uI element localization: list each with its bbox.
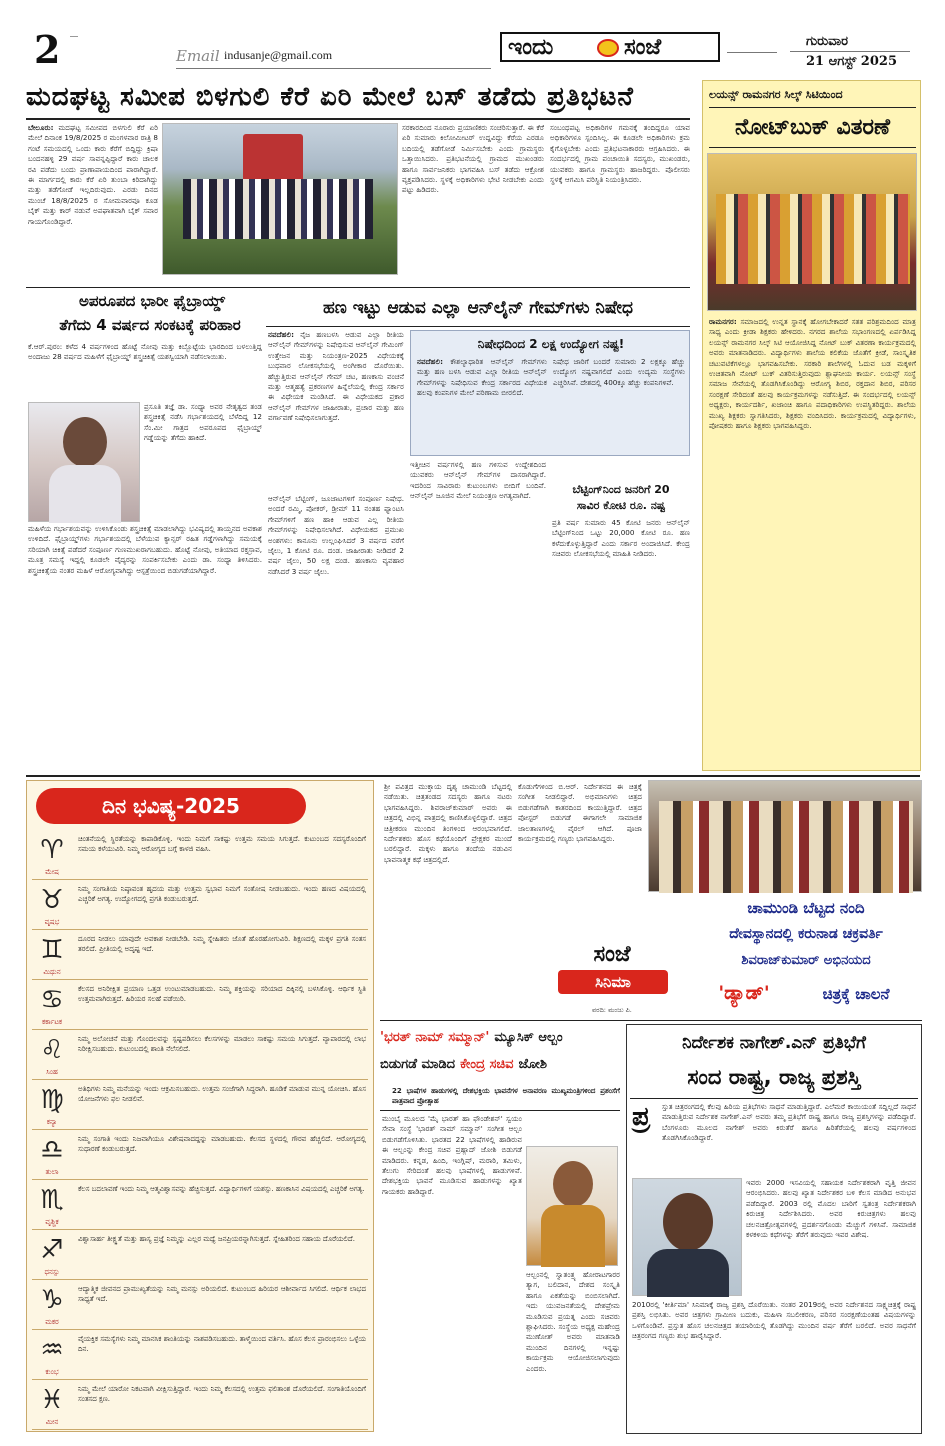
horoscope-row [32, 830, 368, 880]
zodiac-name: ಸಿಂಹ [46, 1068, 58, 1076]
gaming-sub-col1: ನವದೆಹಲಿ: ಕೌಶಲ್ಯಾಧಾರಿತ ಆನ್‌ಲೈನ್ ಗೇಮ್‌ಗಳು ಮತ್ತು ಹಣ ಬಳಸಿ ಆಡುವ ಎಲ್ಲಾ ರೀತಿಯ ಆನ್‌ಲೈನ್ ಗೇಮ್‌ಗಳನ್ನು ನಿಷೇಧಿಸುವ ಕೇಂದ್ರ ಸರ್ಕಾರದ ವಿಧೇಯಕ ಹಲವು ಕಂಪನಿಗಳ ಮೇಲೆ ಪರಿಣಾಮ ಬೀರಲಿದೆ. [417, 357, 547, 398]
gaming-col1: ನವದೆಹಲಿ: ನೈಜ ಹಣಬಳಸಿ ಆಡುವ ಎಲ್ಲಾ ರೀತಿಯ ಆನ್‌ಲೈನ್ ಗೇಮ್‌ಗಳನ್ನು ನಿಷೇಧಿಸುವ ಆನ್‌ಲೈನ್ ಗೇಮಿಂಗ್ ಉತ್ತೇಜನ ಮತ್ತು ನಿಯಂತ್ರಣ-2025 ವಿಧೇಯಕಕ್ಕೆ ಬುಧವಾರ ಲೋಕಸಭೆಯಲ್ಲಿ ಅಂಗೀಕಾರ ದೊರೆಯಿತು. ಹೆಚ್ಚುತ್ತಿರುವ ಆನ್‌ಲೈನ್ ಗೇಮ್ ಚಟ, ಹಣಕಾಸು ವಂಚನೆ ಮತ್ತು ಆತ್ಮಹತ್ಯೆ ಪ್ರಕರಣಗಳ ಹಿನ್ನೆಲೆಯಲ್ಲಿ ಕೇಂದ್ರ ಸರ್ಕಾರ ಈ ವಿಧೇಯಕ ಮಂಡಿಸಿದೆ. ಈ ವಿಧೇಯಕದ ಪ್ರಕಾರ ಆನ್‌ಲೈನ್ ಗೇಮ್‌ಗಳ ಜಾಹೀರಾತು, ಪ್ರಚಾರ ಮತ್ತು ಹಣ ವರ್ಗಾವಣೆ ನಿಷೇಧಿಸಲಾಗುತ್ತದೆ. [268, 330, 404, 423]
zodiac-sign [32, 983, 72, 1033]
fibroid-body-side: ಪ್ರಸೂತಿ ತಜ್ಞೆ ಡಾ. ಸಂಧ್ಯಾ ಅವರ ನೇತೃತ್ವದ ತಂಡ ಶಸ್ತ್ರಚಿಕಿತ್ಸೆ ನಡೆಸಿ ಗರ್ಭಾಶಯದಲ್ಲಿ ಬೆಳೆದಿದ್ದ 12 ಸೆಂ.ಮೀ ಗಾತ್ರದ ಅಪರೂಪದ ಫೈಬ್ರಾಯ್ಡ್ ಗಡ್ಡೆಯನ್ನು ತೆಗೆದು ಹಾಕಿದೆ. [144, 402, 262, 443]
zodiac-icon: ♌ [40, 1035, 64, 1065]
zodiac-icon: ♐ [40, 1235, 64, 1265]
betting-title-1: ಬೆಟ್ಟಿಂಗ್‌ನಿಂದ ಜನರಿಗೆ 20 [572, 483, 670, 496]
horoscope-row [32, 1080, 368, 1130]
notebook-body: ರಾಮನಗರ: ಸಮಾಜದಲ್ಲಿ ಉನ್ನತ ಸ್ಥಾನಕ್ಕೆ ಹೋಗಬೇಕಾದರೆ ಸತತ ಪರಿಶ್ರಮದಿಂದ ಮಾತ್ರ ಸಾಧ್ಯ ಎಂದು ಕ್ರೀಡಾ ಶಿಕ್ಷಕರು ಹೇಳಿದರು. ನಗರದ ಶಾಲೆಯ ಸಭಾಂಗಣದಲ್ಲಿ ಏರ್ಪಡಿಸಿದ್ದ ಲಯನ್ಸ್ ರಾಮನಗರ ಸಿಲ್ಕ್ ಸಿಟಿ ಆಯೋಜಿಸಿದ್ದ ನೋಟ್ ಬುಕ್ ವಿತರಣಾ ಕಾರ್ಯಕ್ರಮದಲ್ಲಿ ಅವರು ಮಾತನಾಡಿದರು. ವಿದ್ಯಾರ್ಥಿಗಳು ಶಾಲೆಯ ಕಲಿಕೆಯ ಜೊತೆಗೆ ಕ್ರೀಡೆ, ಸಾಂಸ್ಕೃತಿಕ ಚಟುವಟಿಕೆಗಳಲ್ಲೂ ಭಾಗವಹಿಸಬೇಕು. ಸರಕಾರಿ ಶಾಲೆಗಳಲ್ಲಿ ಓದುವ ಬಡ ಮಕ್ಕಳಿಗೆ ಉಚಿತವಾಗಿ ನೋಟ್ ಬುಕ್ ವಿತರಿಸುತ್ತಿರುವುದು ಶ್ಲಾಘನೀಯ ಕಾರ್ಯ. ಲಯನ್ಸ್ ಸಂಸ್ಥೆ ಸಮಾಜ ಸೇವೆಯಲ್ಲಿ ತೊಡಗಿಸಿಕೊಂಡಿದ್ದು ಆರೋಗ್ಯ ಶಿಬಿರ, ರಕ್ತದಾನ ಶಿಬಿರ, ಪರಿಸರ ಸಂರಕ್ಷಣೆ ಸೇರಿದಂತೆ ಹಲವು ಕಾರ್ಯಕ್ರಮಗಳನ್ನು ನಡೆಸುತ್ತಿದೆ. ಈ ಸಂದರ್ಭದಲ್ಲಿ ಲಯನ್ಸ್ ಅಧ್ಯಕ್ಷರು, ಕಾರ್ಯದರ್ಶಿ, ಖಜಾಂಚಿ ಹಾಗೂ ಪದಾಧಿಕಾರಿಗಳು ಉಪಸ್ಥಿತರಿದ್ದರು. ಶಾಲೆಯ ಮುಖ್ಯ ಶಿಕ್ಷಕರು ಸ್ವಾಗತಿಸಿದರು, ಶಿಕ್ಷಕರು ವಂದಿಸಿದರು. ಕಾರ್ಯಕ್ರಮದಲ್ಲಿ ವಿದ್ಯಾರ್ಥಿಗಳು, ಪೋಷಕರು ಹಾಗೂ ಶಿಕ್ಷಕರು ಭಾಗವಹಿಸಿದ್ದರು. [709, 317, 916, 431]
fibroid-doctor-photo [28, 402, 140, 522]
gaming-col4: ಪ್ರತಿ ವರ್ಷ ಸುಮಾರು 45 ಕೋಟಿ ಜನರು ಆನ್‌ಲೈನ್ ಬೆಟ್ಟಿಂಗ್‌ನಿಂದ ಒಟ್ಟು 20,000 ಕೋಟಿ ರೂ. ಹಣ ಕಳೆದುಕೊಳ್ಳುತ್ತಿದ್ದಾರೆ ಎಂದು ಸರ್ಕಾರ ಅಂದಾಜಿಸಿದೆ. ಕೇಂದ್ರ ಸಚಿವರು ಲೋಕಸಭೆಯಲ್ಲಿ ಮಾಹಿತಿ ನೀಡಿದರು. [552, 518, 690, 559]
masthead [0, 0, 945, 82]
zodiac-name: ಧನಸ್ಸು [44, 1268, 60, 1276]
zodiac-icon: ♍ [40, 1085, 64, 1115]
director-headline-1: ನಿರ್ದೇಶಕ ನಾಗೇಶ್.ಎನ್ ಪ್ರತಿಭೆಗೆ [682, 1033, 866, 1053]
zodiac-name: ಕುಂಭ [45, 1368, 59, 1376]
horoscope-row [32, 1230, 368, 1280]
zodiac-name: ತುಲಾ [45, 1168, 59, 1176]
cinema-headline-rest: ಚಿತ್ರಕ್ಕೆ ಚಾಲನೆ [822, 985, 890, 1003]
betting-title-2: ಸಾವಿರ ಕೋಟಿ ರೂ. ನಷ್ಟ [576, 499, 666, 512]
director-body-top: ಸ್ತುತ ಚಿತ್ರರಂಗದಲ್ಲಿ ಕೆಲವು ಹಿರಿಯ ಪ್ರತಿಭೆಗಳು ಸಾಧನೆ ಮಾಡುತ್ತಿದ್ದಾರೆ. ಎಲೆಮರೆ ಕಾಯಿಯಂತೆ ಸದ್ದಿಲ್ಲದೆ ಸಾಧನೆ ಮಾಡುತ್ತಿರುವ ನಿರ್ದೇಶಕ ನಾಗೇಶ್.ಎನ್ ಅವರು ತಮ್ಮ ಪ್ರತಿಭೆಗೆ ರಾಷ್ಟ್ರ ಹಾಗೂ ರಾಜ್ಯ ಪ್ರಶಸ್ತಿಗಳನ್ನು ಪಡೆದಿದ್ದಾರೆ. ಬೆಂಗಳೂರು ಮೂಲದ ನಾಗೇಶ್ ಅವರು ಕಿರುತೆರೆ ಹಾಗೂ ಹಿರಿತೆರೆಯಲ್ಲಿ ಹಲವು ವರ್ಷಗಳಿಂದ ತೊಡಗಿಸಿಕೊಂಡಿದ್ದಾರೆ. [662, 1102, 916, 1143]
zodiac-name: ಮೇಷ [45, 868, 59, 876]
brand-cinema: ಸಿನಿಮಾ [558, 970, 668, 994]
fibroid-headline-1: ಅಪರೂಪದ ಭಾರೀ ಫೈಬ್ರಾಯ್ಡ್ [78, 292, 226, 310]
zodiac-prediction: ಆದ್ಯಾತ್ಮಿಕ ಜೀವನದ ಪ್ರಾಮುಖ್ಯತೆಯನ್ನು ನಿಮ್ಮ ಮನಸ್ಸು ಅರಿಯಲಿದೆ. ಕುಟುಂಬದ ಹಿರಿಯರ ಆಶೀರ್ವಾದ ಸಿಗಲಿದೆ. ಆರ್ಥಿಕ ಲಾಭದ ಸಾಧ್ಯತೆ ಇದೆ. [78, 1285, 366, 1303]
director-body-side: ಇವರು 2000 ಇಸವಿಯಲ್ಲಿ ಸಹಾಯಕ ನಿರ್ದೇಶಕರಾಗಿ ವೃತ್ತಿ ಜೀವನ ಆರಂಭಿಸಿದರು. ಹಲವು ಖ್ಯಾತ ನಿರ್ದೇಶಕರ ಬಳಿ ಕೆಲಸ ಮಾಡಿದ ಅನುಭವ ಪಡೆದಿದ್ದಾರೆ. 2003 ರಲ್ಲಿ ಮೊದಲ ಬಾರಿಗೆ ಸ್ವತಂತ್ರ ನಿರ್ದೇಶಕರಾಗಿ ಕಿರುಚಿತ್ರ ನಿರ್ದೇಶಿಸಿದರು. ಅವರ ಕಿರುಚಿತ್ರಗಳು ಹಲವು ಚಲನಚಿತ್ರೋತ್ಸವಗಳಲ್ಲಿ ಪ್ರದರ್ಶನಗೊಂಡು ಮೆಚ್ಚುಗೆ ಗಳಿಸಿವೆ. ಸಾಮಾಜಿಕ ಕಳಕಳಿಯ ಕಥೆಗಳನ್ನು ತೆರೆಗೆ ತರುವುದು ಇವರ ವಿಶೇಷ. [746, 1178, 916, 1240]
album-headline-line1 [380, 1024, 620, 1052]
email-label: Email [176, 47, 220, 65]
fibroid-body-top: ಕೆ.ಆರ್.ಪುರಂ: ಕಳೆದ 4 ವರ್ಷಗಳಿಂದ ಹೊಟ್ಟೆ ನೋವು ಮತ್ತು ಕಿಬ್ಬೊಟ್ಟೆಯ ಭಾರದಿಂದ ಬಳಲುತ್ತಿದ್ದ ಅಂದಾಜು 28 ವರ್ಷದ ಮಹಿಳೆಗೆ ಫೈಬ್ರಾಯ್ಡ್ ಶಸ್ತ್ರಚಿಕಿತ್ಸೆ ಯಶಸ್ವಿಯಾಗಿ ನಡೆಸಲಾಯಿತು. [28, 342, 262, 362]
zodiac-sign [32, 883, 72, 933]
fibroid-body-bottom: ಮಹಿಳೆಯ ಗರ್ಭಾಶಯವನ್ನು ಉಳಿಸಿಕೊಂಡು ಶಸ್ತ್ರಚಿಕಿತ್ಸೆ ಮಾಡಲಾಗಿದ್ದು ಭವಿಷ್ಯದಲ್ಲಿ ತಾಯ್ತನದ ಅವಕಾಶ ಉಳಿದಿದೆ. ಫೈಬ್ರಾಯ್ಡ್‌ಗಳು ಗರ್ಭಾಶಯದಲ್ಲಿ ಬೆಳೆಯುವ ಕ್ಯಾನ್ಸರ್ ರಹಿತ ಗಡ್ಡೆಗಳಾಗಿದ್ದು ಸಮಯಕ್ಕೆ ಸರಿಯಾಗಿ ಚಿಕಿತ್ಸೆ ಪಡೆದರೆ ಸಂಪೂರ್ಣ ಗುಣಮುಖರಾಗಬಹುದು. ಹೊಟ್ಟೆ ನೋವು, ಅತಿಯಾದ ರಕ್ತಸ್ರಾವ, ಮೂತ್ರ ಸಮಸ್ಯೆ ಇದ್ದಲ್ಲಿ ಕೂಡಲೇ ವೈದ್ಯರನ್ನು ಸಂಪರ್ಕಿಸಬೇಕು ಎಂದು ಡಾ. ಸಂಧ್ಯಾ ತಿಳಿಸಿದರು. ಶಸ್ತ್ರಚಿಕಿತ್ಸೆಯ ನಂತರ ಮಹಿಳೆ ಆರೋಗ್ಯವಾಗಿದ್ದು ಆಸ್ಪತ್ರೆಯಿಂದ ಬಿಡುಗಡೆಯಾಗಿದ್ದಾರೆ. [28, 524, 262, 575]
gaming-sub-headline: ನಿಷೇಧದಿಂದ 2 ಲಕ್ಷ ಉದ್ಯೋಗ ನಷ್ಟ! [477, 337, 625, 351]
lead-story-col1: ಬೇಲೂರು: ಮದಘಟ್ಟ ಸಮೀಪದ ಬಿಳಗುಲಿ ಕೆರೆ ಏರಿ ಮೇಲೆ ದಿನಾಂಕ 19/8/2025 ರ ಮಂಗಳವಾರ ರಾತ್ರಿ 8 ಗಂಟೆ ಸಮಯದಲ್ಲಿ ಒಂದು ಕಾರು ಕೆರೆಗೆ ಬಿದ್ದಿದ್ದು ಕ್ರಿಷಾ ಬಂದನಹಳ್ಳಿ 29 ವರ್ಷ ಸಾವನ್ನಪ್ಪಿದ್ದಾರೆ ಕಾರು ಚಾಲಕ ರವಿ ಪಡೆದು ಬಂದು ಪ್ರಾಣಾಪಾಯದಿಂದ ಪಾರಾಗಿದ್ದಾರೆ. ಈ ಮಾರ್ಗದಲ್ಲಿ ಕಾರು ಕೆರೆ ಏರಿ ತುಂಬಾ ಕಿರಿದಾಗಿದ್ದು ಮತ್ತು ತಡೆಗೋಡೆ ಇಲ್ಲದಿರುವುದು. ಎರಡು ದಿನದ ಮುಂಚೆ 18/8/2025 ರ ಸೋಮವಾರವೂ ಕೂಡ ಬೈಕ್ ಮತ್ತು ಕಾರ್ ನಡುವೆ ಅಪಘಾತವಾಗಿ ಬೈಕ್ ಸವಾರ ಗಾಯಗೊಂಡಿದ್ದಾರೆ. [28, 123, 158, 226]
logo-sun-icon [597, 39, 619, 57]
lead-story-col3 [162, 277, 398, 285]
zodiac-prediction: ವೈಯಕ್ತಿಕ ಸಮಸ್ಯೆಗಳು ನಿಮ್ಮ ಮಾನಸಿಕ ಶಾಂತಿಯನ್ನು ನಾಶಪಡಿಸಬಹುದು. ತಾಳ್ಮೆಯಿಂದ ವರ್ತಿಸಿ. ಹೊಸ ಕೆಲಸ ಪ್ರಾರಂಭಿಸಲು ಒಳ್ಳೆಯ ದಿನ. [78, 1335, 366, 1353]
brand-sanje: ಸಂಜೆ [593, 942, 631, 967]
horoscope-row [32, 880, 368, 930]
issue-date: 21 ಆಗಸ್ಟ್ 2025 [806, 54, 897, 69]
lead-story-col2: ಸರಕಾರದಿಂದ ನೂರಾರು ಪ್ರಯಾಣಿಕರು ಸಂಚರಿಸುತ್ತಾರೆ. ಈ ಕೆರೆ ಏರಿ ಸುಮಾರು ಕಿಲೋಮೀಟರ್ ಉದ್ದವಿದ್ದು ಕೆರೆಯ ಎರಡೂ ಬದಿಯಲ್ಲಿ ತಡೆಗೋಡೆ ನಿರ್ಮಿಸಬೇಕು ಎಂದು ಗ್ರಾಮಸ್ಥರು ಒತ್ತಾಯಿಸಿದರು. ಪ್ರತಿಭಟನೆಯಲ್ಲಿ ಗ್ರಾಮದ ಮುಖಂಡರು ಹಾಗೂ ಸಾರ್ವಜನಿಕರು ಭಾಗವಹಿಸಿ ಬಸ್ ತಡೆದು ಆಕ್ರೋಶ ವ್ಯಕ್ತಪಡಿಸಿದರು. ಸ್ಥಳಕ್ಕೆ ಅಧಿಕಾರಿಗಳು ಭೇಟಿ ನೀಡಬೇಕು ಎಂದು ಪಟ್ಟು ಹಿಡಿದರು. [402, 123, 544, 195]
zodiac-icon: ♋ [40, 985, 64, 1015]
page-number: 2 [34, 27, 61, 72]
gaming-col2: ಆನ್‌ಲೈನ್ ಬೆಟ್ಟಿಂಗ್, ಜೂಜಾಟಗಳಿಗೆ ಸಂಪೂರ್ಣ ನಿಷೇಧ. ಅಂದರೆ ರಮ್ಮಿ, ಪೋಕರ್, ಡ್ರೀಮ್ 11 ನಂತಹ ಫ್ಯಾಂಟಸಿ ಗೇಮ್‌ಗಳಿಗೆ ಹಣ ಹಾಕಿ ಆಡುವ ಎಲ್ಲ ರೀತಿಯ ಗೇಮ್‌ಗಳನ್ನು ನಿಷೇಧಿಸಲಾಗಿದೆ. ವಿಧೇಯಕದ ಪ್ರಮುಖ ಅಂಶಗಳು: ಕಾನೂನು ಉಲ್ಲಂಘಿಸಿದರೆ 3 ವರ್ಷದ ವರೆಗೆ ಜೈಲು, 1 ಕೋಟಿ ರೂ. ದಂಡ. ಜಾಹೀರಾತು ನೀಡಿದರೆ 2 ವರ್ಷ ಜೈಲು, 50 ಲಕ್ಷ ದಂಡ. ಹಣಕಾಸು ವ್ಯವಹಾರ ನಡೆಸಿದರೆ 3 ವರ್ಷ ಜೈಲು. [268, 494, 404, 576]
horoscope-row [32, 1130, 368, 1180]
zodiac-prediction: ದೂರದ ನೀಡಲು ಯಾವುದೇ ಅವಕಾಶ ನೀಡಬೇಡಿ. ನಿಮ್ಮ ಸ್ನೇಹಿತರು ಜೊತೆ ಹೊರಹೋಗುವಿರಿ. ಶಿಕ್ಷಣದಲ್ಲಿ ಮಕ್ಕಳ ಪ್ರಗತಿ ಸಂತಸ ತರಲಿದೆ. ಪ್ರೀತಿಯಲ್ಲಿ ಅದೃಷ್ಟ ಇದೆ. [78, 935, 366, 953]
horoscope-row [32, 1280, 368, 1330]
horoscope-title: ದಿನ ಭವಿಷ್ಯ-2025 [36, 788, 306, 824]
zodiac-icon: ♓ [40, 1385, 64, 1415]
lead-photo-protest [162, 123, 398, 275]
notebook-photo [707, 153, 917, 311]
zodiac-name: ಮಿಥುನ [43, 968, 61, 976]
album-headline-quote: 'ಭರತ್ ನಾಮ್ ಸಮ್ಮಾನ್' [380, 1030, 490, 1045]
album-lead: 22 ಭಾಷೆಗಳ ಹಾಡುಗಳಲ್ಲಿ ದೇಶಭಕ್ತಿಯ ಭಾವನೆಗಳ ಅನಾವರಣ ಮುಖ್ಯಮಂತ್ರಿಗಳಿಂದ ಪ್ರಶಂಸೆಗೆ ಪಾತ್ರವಾದ ಪ್ರೋತ್ಸಾಹ [392, 1087, 620, 1106]
album-col1: ಮುಂಬೈ ಮೂಲದ 'ಮೈ ಭಾರತ್ ಹಾ ಫೌಂಡೇಶನ್' ಸ್ವಯಂ ಸೇವಾ ಸಂಸ್ಥೆ 'ಭಾರತ್ ನಾಮ್ ಸಮ್ಮಾನ್' ಸಂಗೀತ ಆಲ್ಬಂ ಬಿಡುಗಡೆಗೊಳಿಸಿತು. ಭಾರತದ 22 ಭಾಷೆಗಳಲ್ಲಿ ಹಾಡಿರುವ ಈ ಆಲ್ಬಂನ್ನು ಕೇಂದ್ರ ಸಚಿವ ಪ್ರಹ್ಲಾದ್ ಜೋಶಿ ಬಿಡುಗಡೆ ಮಾಡಿದರು. ಕನ್ನಡ, ಹಿಂದಿ, ಇಂಗ್ಲಿಷ್, ಮರಾಠಿ, ತಮಿಳು, ತೆಲುಗು ಸೇರಿದಂತೆ ಹಲವು ಭಾಷೆಗಳಲ್ಲಿ ಹಾಡುಗಳಿವೆ. ದೇಶಭಕ್ತಿಯ ಭಾವನೆ ಮೂಡಿಸುವ ಹಾಡುಗಳನ್ನು ಖ್ಯಾತ ಗಾಯಕರು ಹಾಡಿದ್ದಾರೆ. [382, 1114, 522, 1196]
horoscope-row [32, 980, 368, 1030]
zodiac-prediction: ನಿಮ್ಮ ಸಂಗಾತಿ ಇಂದು ನಿಜವಾಗಿಯೂ ವಿಶೇಷವಾದದ್ದನ್ನು ಮಾಡಬಹುದು. ಕೆಲಸದ ಸ್ಥಳದಲ್ಲಿ ಗೌರವ ಹೆಚ್ಚಲಿದೆ. ಆರೋಗ್ಯದಲ್ಲಿ ಸುಧಾರಣೆ ಕಂಡುಬರುತ್ತದೆ. [78, 1135, 366, 1153]
fibroid-headline-2: ತೆಗೆದು 4 ವರ್ಷದ ಸಂಕಟಕ್ಕೆ ಪರಿಹಾರ [59, 316, 241, 334]
director-headline-2: ಸಂದ ರಾಷ್ಟ್ರ, ರಾಜ್ಯ ಪ್ರಶಸ್ತಿ [687, 1065, 861, 1089]
director-dropcap: ಪ್ರ [632, 1102, 650, 1132]
album-headline-line2: ಬಿಡುಗಡೆ ಮಾಡಿದ ಕೇಂದ್ರ ಸಚಿವ ಜೋಶಿ [380, 1057, 548, 1072]
gaming-col3: ಇತ್ತೀಚಿನ ವರ್ಷಗಳಲ್ಲಿ ಹಣ ಗಳಿಸುವ ಉದ್ದೇಶದಿಂದ ಯುವಕರು ಆನ್‌ಲೈನ್ ಗೇಮ್‌ಗಳ ದಾಸರಾಗಿದ್ದಾರೆ. ಇದರಿಂದ ಸಾವಿರಾರು ಕುಟುಂಬಗಳು ಬೀದಿಗೆ ಬಂದಿವೆ. ಆನ್‌ಲೈನ್ ಜೂಜಿನ ಮೇಲೆ ನಿಯಂತ್ರಣ ಅಗತ್ಯವಾಗಿದೆ. [410, 460, 546, 501]
zodiac-name: ಮೀನ [45, 1418, 59, 1426]
zodiac-icon: ♊ [40, 935, 64, 965]
album-headline-rest: ಮ್ಯೂಸಿಕ್ ಆಲ್ಬಂ [494, 1030, 563, 1045]
cinema-col2: ಕೊಡುಗೆಗಳಿಂದ ಬಿ.ಆರ್. ನಿರ್ದೇಶನದ ಈ ಚಿತ್ರಕ್ಕೆ ಸಂಗೀತ ನೀಡಲಿದ್ದಾರೆ. ಅಭಿಮಾನಿಗಳು ಚಿತ್ರದ ಬಿಡುಗಡೆಗಾಗಿ ಕಾತರದಿಂದ ಕಾಯುತ್ತಿದ್ದಾರೆ. ಚಿತ್ರದ ಪೋಸ್ಟರ್ ಬಿಡುಗಡೆ ಈಗಾಗಲೇ ಸಾಮಾಜಿಕ ಜಾಲತಾಣಗಳಲ್ಲಿ ವೈರಲ್ ಆಗಿದೆ. ಪೂಜಾ ಕಾರ್ಯಕ್ರಮದಲ್ಲಿ ಗಣ್ಯರು ಭಾಗವಹಿಸಿದ್ದರು. [518, 782, 642, 844]
horoscope-row [32, 1180, 368, 1230]
zodiac-prediction: ಚಿಂತನೆಯಲ್ಲಿ ಸ್ಥಿರತೆಯನ್ನು ಕಾಪಾಡಿಕೊಳ್ಳಿ. ಇಂದು ನಿಮಗೆ ಸಾಕಷ್ಟು ಉತ್ತಮ ಸಮಯ ಸಿಗುತ್ತದೆ. ಕುಟುಂಬದ ಸದಸ್ಯರೊಂದಿಗೆ ಸಮಯ ಕಳೆಯುವಿರಿ. ನಿಮ್ಮ ಆರೋಗ್ಯದ ಬಗ್ಗೆ ಕಾಳಜಿ ವಹಿಸಿ. [78, 835, 366, 853]
gaming-subbox [410, 330, 690, 456]
sanje-cinema-brand [546, 940, 678, 1006]
lead-story-col3b: ಸಂಬಂಧಪಟ್ಟ ಅಧಿಕಾರಿಗಳ ಗಮನಕ್ಕೆ ತಂದಿದ್ದರೂ ಯಾವ ಅಧಿಕಾರಿಗಳೂ ಸ್ಪಂದಿಸಿಲ್ಲ. ಈ ಕೂಡಲೇ ಅಧಿಕಾರಿಗಳು ಕ್ರಮ ಕೈಗೊಳ್ಳಬೇಕು ಎಂದು ಪ್ರತಿಭಟನಾಕಾರರು ಆಗ್ರಹಿಸಿದರು. ಈ ಸಂದರ್ಭದಲ್ಲಿ ಗ್ರಾಮ ಪಂಚಾಯಿತಿ ಸದಸ್ಯರು, ಮುಖಂಡರು, ಯುವಕರು ಹಾಗೂ ಗ್ರಾಮಸ್ಥರು ಹಾಜರಿದ್ದರು. ಪೊಲೀಸರು ಸ್ಥಳಕ್ಕೆ ಆಗಮಿಸಿ ಪರಿಸ್ಥಿತಿ ನಿಯಂತ್ರಿಸಿದರು. [550, 123, 690, 185]
cinema-headline-2: ದೇವಸ್ಥಾನದಲ್ಲಿ ಕರುನಾಡ ಚಕ್ರವರ್ತಿ [729, 926, 883, 942]
zodiac-icon: ♑ [40, 1285, 64, 1315]
album-minister-photo [526, 1146, 618, 1266]
cinema-headline-quote: 'ಡ್ಯಾಡ್' [718, 982, 770, 1004]
cinema-photo [648, 780, 922, 892]
gaming-headline: ಹಣ ಇಟ್ಟು ಆಡುವ ಎಲ್ಲಾ ಆನ್‌ಲೈನ್ ಗೇಮ್‌ಗಳು ನಿಷೇಧ [323, 298, 633, 318]
zodiac-name: ಕರ್ಕಾಟಕ [41, 1018, 63, 1026]
zodiac-sign [32, 1083, 72, 1133]
zodiac-prediction: ಕೆಲಸ ಬದಲಾವಣೆ ಇಂದು ನಿಮ್ಮ ಆತ್ಮವಿಶ್ವಾಸವನ್ನು ಹೆಚ್ಚಿಸುತ್ತದೆ. ವಿದ್ಯಾರ್ಥಿಗಳಿಗೆ ಯಶಸ್ಸು. ಹಣಕಾಸಿನ ವಿಷಯದಲ್ಲಿ ಎಚ್ಚರಿಕೆ ಅಗತ್ಯ. [78, 1185, 365, 1193]
zodiac-prediction: ನಿಮ್ಮ ಅಲೋಚನೆ ಮತ್ತು ಗೊಂದಲವನ್ನು ಸ್ಪಷ್ಟಪಡಿಸಲು ಕೆಲಸಗಳನ್ನು ಮಾಡಲು ಸಾಕಷ್ಟು ಸಮಯ ಸಿಗುತ್ತದೆ. ವ್ಯಾಪಾರದಲ್ಲಿ ಲಾಭ ನಿರೀಕ್ಷಿಸಬಹುದು. ಕುಟುಂಬದಲ್ಲಿ ಶಾಂತಿ ನೆಲೆಸಲಿದೆ. [78, 1035, 366, 1053]
zodiac-sign [32, 1383, 72, 1433]
zodiac-icon: ♉ [40, 885, 64, 915]
zodiac-sign [32, 933, 72, 983]
zodiac-prediction: ನಿಮ್ಮ ಮೇಲೆ ಯಾರೋ ನಿಕಟವಾಗಿ ವೀಕ್ಷಿಸುತ್ತಿದ್ದಾರೆ. ಇಂದು ನಿಮ್ಮ ಕೆಲಸದಲ್ಲಿ ಉತ್ತಮ ಫಲಿತಾಂಶ ದೊರೆಯಲಿದೆ. ಸಂಗಾತಿಯೊಂದಿಗೆ ಸಂತಸದ ಕ್ಷಣ. [78, 1385, 366, 1403]
horoscope-row [32, 1380, 368, 1430]
notebook-story-box [702, 80, 921, 771]
zodiac-name: ಕನ್ಯಾ [46, 1118, 58, 1126]
zodiac-sign [32, 1333, 72, 1383]
zodiac-prediction: ಕೆಲಸದ ಅನಿರೀಕ್ಷಿತ ಪ್ರಯಾಣ ಒತ್ತಡ ಉಂಟುಮಾಡಬಹುದು. ನಿಮ್ಮ ಶಕ್ತಿಯನ್ನು ಸರಿಯಾದ ದಿಕ್ಕಿನಲ್ಲಿ ಬಳಸಿಕೊಳ್ಳಿ. ಆರ್ಥಿಕ ಸ್ಥಿತಿ ಉತ್ತಮವಾಗಿರುತ್ತದೆ. ಹಿರಿಯರ ಸಲಹೆ ಪಡೆಯಿರಿ. [78, 985, 366, 1003]
gaming-sub-col2: ನಿಷೇಧ ಜಾರಿಗೆ ಬಂದರೆ ಸುಮಾರು 2 ಲಕ್ಷಕ್ಕೂ ಹೆಚ್ಚು ಉದ್ಯೋಗ ನಷ್ಟವಾಗಲಿದೆ ಎಂದು ಉದ್ಯಮ ಸಂಸ್ಥೆಗಳು ಎಚ್ಚರಿಸಿವೆ. ದೇಶದಲ್ಲಿ 400ಕ್ಕೂ ಹೆಚ್ಚು ಕಂಪನಿಗಳಿವೆ. [553, 357, 685, 387]
zodiac-icon: ♈ [40, 835, 64, 865]
zodiac-sign [32, 833, 72, 883]
cinema-col1: ಶ್ರೀ ಪವಿತ್ರದ ಮುಕ್ತಾಯ ದೃಶ್ಯ ಚಾಮುಂಡಿ ಬೆಟ್ಟದಲ್ಲಿ ನಡೆಯಿತು. ಚಿತ್ರತಂಡದ ಸದಸ್ಯರು ಹಾಗೂ ನಟರು ಭಾಗವಹಿಸಿದ್ದರು. ಶಿವರಾಜ್‌ಕುಮಾರ್ ಅವರು ಈ ಚಿತ್ರದಲ್ಲಿ ವಿಭಿನ್ನ ಪಾತ್ರದಲ್ಲಿ ಕಾಣಿಸಿಕೊಳ್ಳಲಿದ್ದಾರೆ. ಚಿತ್ರದ ಚಿತ್ರೀಕರಣ ಮುಂದಿನ ತಿಂಗಳಿಂದ ಆರಂಭವಾಗಲಿದೆ. ನಿರ್ದೇಶಕರು ಹೊಸ ಕಥೆಯೊಂದಿಗೆ ಪ್ರೇಕ್ಷಕರ ಮುಂದೆ ಬರಲಿದ್ದಾರೆ. ಮಕ್ಕಳು ಹಾಗೂ ತಂದೆಯ ನಡುವಿನ ಭಾವನಾತ್ಮಕ ಕಥೆ ಚಿತ್ರದಲ್ಲಿದೆ. [384, 782, 512, 864]
zodiac-sign [32, 1183, 72, 1233]
zodiac-icon: ♎ [40, 1135, 64, 1165]
zodiac-prediction: ನಿಮ್ಮ ಸಂಗಾತಿಯ ನಿಷ್ಠಾವಂತ ಹೃದಯ ಮತ್ತು ಉತ್ತಮ ಸ್ವಭಾವ ನಿಮಗೆ ಸಂತೋಷ ನೀಡಬಹುದು. ಇಂದು ಹಣದ ವಿಷಯದಲ್ಲಿ ಎಚ್ಚರಿಕೆ ಅಗತ್ಯ. ಉದ್ಯೋಗದಲ್ಲಿ ಪ್ರಗತಿ ಕಂಡುಬರುತ್ತದೆ. [78, 885, 366, 903]
zodiac-name: ಮಕರ [45, 1318, 59, 1326]
horoscope-row [32, 1330, 368, 1380]
cinema-headline-1: ಚಾಮುಂಡಿ ಬೆಟ್ಟದ ನಂದಿ [747, 899, 865, 917]
horoscope-row [32, 1030, 368, 1080]
zodiac-prediction: ಅತಿಥಿಗಳು ನಿಮ್ಮ ಮನೆಯನ್ನು ಇಂದು ಆಕ್ರಮಿಸಬಹುದು. ಉತ್ತಮ ಸಂಜೆಗಾಗಿ ಸಿದ್ಧರಾಗಿ. ಹೂಡಿಕೆ ಮಾಡುವ ಮುನ್ನ ಯೋಚಿಸಿ. ಹೊಸ ಯೋಜನೆಗಳು ಫಲ ನೀಡಲಿವೆ. [78, 1085, 366, 1103]
album-col2: ಆಲ್ಬಂನಲ್ಲಿ ಸ್ವಾತಂತ್ರ್ಯ ಹೋರಾಟಗಾರರ ತ್ಯಾಗ, ಬಲಿದಾನ, ದೇಶದ ಸಂಸ್ಕೃತಿ ಹಾಗೂ ಏಕತೆಯನ್ನು ಬಿಂಬಿಸಲಾಗಿದೆ. ಇದು ಯುವಜನತೆಯಲ್ಲಿ ದೇಶಪ್ರೇಮ ಮೂಡಿಸುವ ಪ್ರಯತ್ನ ಎಂದು ಸಚಿವರು ಶ್ಲಾಘಿಸಿದರು. ಸಂಸ್ಥೆಯ ಅಧ್ಯಕ್ಷ ಮಹೇಂದ್ರ ಮುಣೋತ್ ಅವರು ಮಾತನಾಡಿ ಮುಂದಿನ ದಿನಗಳಲ್ಲಿ ಇನ್ನಷ್ಟು ಕಾರ್ಯಕ್ರಮ ಆಯೋಜಿಸಲಾಗುವುದು ಎಂದರು. [526, 1270, 620, 1373]
zodiac-sign [32, 1233, 72, 1283]
zodiac-prediction: ವಿಶ್ವಾಸಾರ್ಹ ತೀಕ್ಷ್ಣತೆ ಮತ್ತು ಹಾಸ್ಯ ಪ್ರಜ್ಞೆ ನಿಮ್ಮನ್ನು ಎಲ್ಲರ ಮಧ್ಯೆ ಜನಪ್ರಿಯರನ್ನಾಗಿಸುತ್ತದೆ. ಸ್ನೇಹಿತರಿಂದ ಸಹಾಯ ದೊರೆಯಲಿದೆ. [78, 1235, 355, 1243]
zodiac-sign [32, 1283, 72, 1333]
issue-day: ಗುರುವಾರ [806, 34, 848, 49]
lead-headline: ಮದಘಟ್ಟ ಸಮೀಪ ಬಿಳಗುಲಿ ಕೆರೆ ಏರಿ ಮೇಲೆ ಬಸ್ ತಡೆದು ಪ್ರತಿಭಟನೆ [26, 82, 634, 112]
masthead-logo [500, 32, 720, 62]
zodiac-icon: ♏ [40, 1185, 64, 1215]
zodiac-name: ವೃಷಭ [44, 918, 60, 926]
zodiac-name: ವೃಶ್ಚಿಕ [45, 1218, 59, 1226]
horoscope-row [32, 930, 368, 980]
email-address[interactable]: indusanje@gmail.com [224, 48, 333, 62]
zodiac-icon: ♒ [40, 1335, 64, 1365]
director-photo [632, 1178, 742, 1296]
cinema-byline: ವರದಿ: ಮಂಜು ಪಿ. [592, 1006, 632, 1014]
notebook-kicker: ಲಯನ್ಸ್ ರಾಮನಗರ ಸಿಲ್ಕ್ ಸಿಟಿಯಿಂದ [709, 88, 843, 101]
director-body-bottom: 2010ರಲ್ಲಿ 'ಕೀರ್ತಿಮಾ' ಸಿನಿಮಾಕ್ಕೆ ರಾಜ್ಯ ಪ್ರಶಸ್ತಿ ದೊರೆಯಿತು. ನಂತರ 2019ರಲ್ಲಿ ಅವರ ನಿರ್ದೇಶನದ ಸಾಕ್ಷ್ಯಚಿತ್ರಕ್ಕೆ ರಾಷ್ಟ್ರ ಪ್ರಶಸ್ತಿ ಲಭಿಸಿತು. ಅವರ ಚಿತ್ರಗಳು ಗ್ರಾಮೀಣ ಬದುಕು, ಮಹಿಳಾ ಸಬಲೀಕರಣ, ಪರಿಸರ ಸಂರಕ್ಷಣೆಯಂತಹ ವಿಷಯಗಳನ್ನು ಒಳಗೊಂಡಿವೆ. ಪ್ರಸ್ತುತ ಹೊಸ ಚಲನಚಿತ್ರದ ತಯಾರಿಯಲ್ಲಿ ತೊಡಗಿದ್ದು ಮುಂದಿನ ವರ್ಷ ತೆರೆಗೆ ಬರಲಿದೆ. ಅವರ ಸಾಧನೆಗೆ ಚಿತ್ರರಂಗದ ಗಣ್ಯರು ಶುಭ ಹಾರೈಸಿದ್ದಾರೆ. [632, 1300, 916, 1341]
logo-right: ಸಂಜೆ [624, 35, 662, 60]
logo-left: ಇಂದು [508, 35, 554, 60]
zodiac-sign [32, 1133, 72, 1183]
cinema-headline-3: ಶಿವರಾಜ್‌ಕುಮಾರ್ ಅಭಿನಯದ [741, 953, 871, 968]
zodiac-sign [32, 1033, 72, 1083]
notebook-headline: ನೋಟ್‌ಬುಕ್ ವಿತರಣೆ [734, 115, 891, 140]
